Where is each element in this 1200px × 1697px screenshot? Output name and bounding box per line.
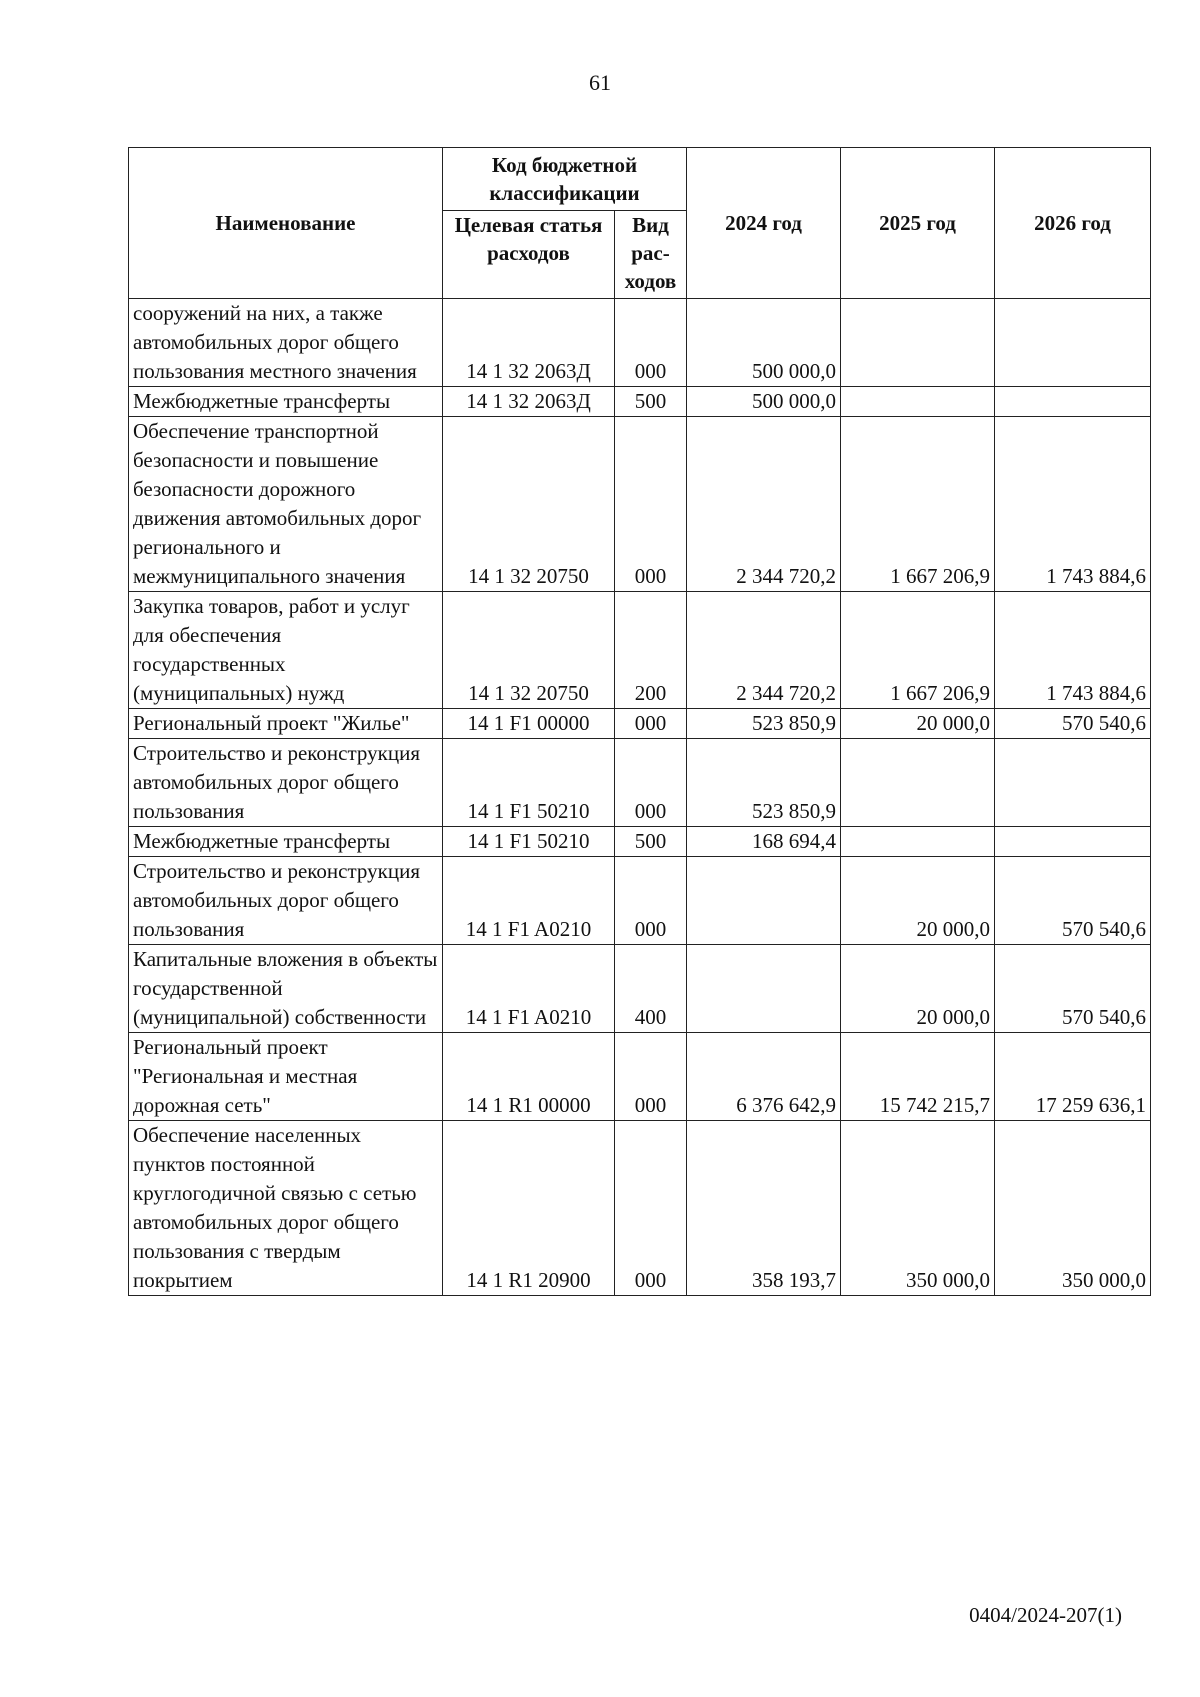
table-row bbox=[129, 417, 1151, 592]
row-target-code: 14 1 F1 50210 bbox=[443, 739, 615, 827]
row-target-code: 14 1 32 2063Д bbox=[443, 387, 615, 417]
row-amount-2026: 570 540,6 bbox=[995, 945, 1151, 1033]
row-name: Капитальные вложения в объекты государственной (муниципальной) собственности bbox=[129, 945, 443, 1033]
table-row bbox=[129, 827, 1151, 857]
row-amount-2026: 1 743 884,6 bbox=[995, 417, 1151, 592]
row-amount-2026 bbox=[995, 739, 1151, 827]
header-classification: Код бюджетной классификации bbox=[443, 148, 687, 211]
row-expense-kind: 000 bbox=[615, 1033, 687, 1121]
row-amount-2025: 20 000,0 bbox=[841, 945, 995, 1033]
row-amount-2026: 570 540,6 bbox=[995, 709, 1151, 739]
table-row bbox=[129, 739, 1151, 827]
row-name: Региональный проект "Региональная и местная дорожная сеть" bbox=[129, 1033, 443, 1121]
row-amount-2026: 17 259 636,1 bbox=[995, 1033, 1151, 1121]
row-target-code: 14 1 32 2063Д bbox=[443, 299, 615, 387]
row-amount-2025 bbox=[841, 827, 995, 857]
row-amount-2024: 2 344 720,2 bbox=[687, 592, 841, 709]
row-amount-2025: 1 667 206,9 bbox=[841, 417, 995, 592]
row-name: Строительство и реконструкция автомобильных дорог общего пользования bbox=[129, 739, 443, 827]
row-amount-2024: 168 694,4 bbox=[687, 827, 841, 857]
row-target-code: 14 1 R1 20900 bbox=[443, 1121, 615, 1296]
header-year-2024: 2024 год bbox=[687, 148, 841, 299]
row-amount-2025: 1 667 206,9 bbox=[841, 592, 995, 709]
row-target-code: 14 1 R1 00000 bbox=[443, 1033, 615, 1121]
row-amount-2024: 358 193,7 bbox=[687, 1121, 841, 1296]
page-number: 61 bbox=[589, 70, 611, 95]
row-amount-2024: 6 376 642,9 bbox=[687, 1033, 841, 1121]
row-amount-2025: 20 000,0 bbox=[841, 709, 995, 739]
row-name: Межбюджетные трансферты bbox=[129, 827, 443, 857]
row-name: Обеспечение транспортной безопасности и повышение безопасности дорожного движения автомобильных дорог регионального и межмуниципального значения bbox=[129, 417, 443, 592]
row-amount-2024 bbox=[687, 945, 841, 1033]
row-target-code: 14 1 F1 A0210 bbox=[443, 857, 615, 945]
row-amount-2026 bbox=[995, 827, 1151, 857]
row-amount-2024: 500 000,0 bbox=[687, 299, 841, 387]
row-expense-kind: 000 bbox=[615, 299, 687, 387]
row-amount-2024 bbox=[687, 857, 841, 945]
row-amount-2025 bbox=[841, 387, 995, 417]
row-expense-kind: 400 bbox=[615, 945, 687, 1033]
row-amount-2024: 523 850,9 bbox=[687, 739, 841, 827]
row-name: Закупка товаров, работ и услуг для обеспечения государственных (муниципальных) нужд bbox=[129, 592, 443, 709]
header-kind: Вид рас-ходов bbox=[615, 211, 687, 299]
row-target-code: 14 1 32 20750 bbox=[443, 592, 615, 709]
table-body bbox=[129, 299, 1151, 1296]
table-row bbox=[129, 945, 1151, 1033]
row-amount-2024: 523 850,9 bbox=[687, 709, 841, 739]
row-amount-2026 bbox=[995, 387, 1151, 417]
header-target: Целевая статья расходов bbox=[443, 211, 615, 299]
row-expense-kind: 000 bbox=[615, 709, 687, 739]
row-expense-kind: 000 bbox=[615, 417, 687, 592]
row-amount-2026: 350 000,0 bbox=[995, 1121, 1151, 1296]
row-amount-2024: 500 000,0 bbox=[687, 387, 841, 417]
row-amount-2024: 2 344 720,2 bbox=[687, 417, 841, 592]
row-expense-kind: 000 bbox=[615, 1121, 687, 1296]
row-amount-2025 bbox=[841, 739, 995, 827]
row-name: Межбюджетные трансферты bbox=[129, 387, 443, 417]
table-row bbox=[129, 709, 1151, 739]
document-code: 0404/2024-207(1) bbox=[969, 1603, 1122, 1627]
row-name: Обеспечение населенных пунктов постоянной круглогодичной связью с сетью автомобильных дорог общего пользования с твердым покрытием bbox=[129, 1121, 443, 1296]
row-target-code: 14 1 32 20750 bbox=[443, 417, 615, 592]
table-row bbox=[129, 1121, 1151, 1296]
row-amount-2026: 1 743 884,6 bbox=[995, 592, 1151, 709]
row-amount-2025: 350 000,0 bbox=[841, 1121, 995, 1296]
row-amount-2026 bbox=[995, 299, 1151, 387]
row-expense-kind: 500 bbox=[615, 387, 687, 417]
row-target-code: 14 1 F1 00000 bbox=[443, 709, 615, 739]
row-amount-2026: 570 540,6 bbox=[995, 857, 1151, 945]
table-row bbox=[129, 857, 1151, 945]
row-target-code: 14 1 F1 50210 bbox=[443, 827, 615, 857]
table-row bbox=[129, 592, 1151, 709]
row-amount-2025: 15 742 215,7 bbox=[841, 1033, 995, 1121]
header-year-2026: 2026 год bbox=[995, 148, 1151, 299]
row-expense-kind: 000 bbox=[615, 739, 687, 827]
row-name: сооружений на них, а также автомобильных дорог общего пользования местного значения bbox=[129, 299, 443, 387]
table-row bbox=[129, 387, 1151, 417]
table-row bbox=[129, 1033, 1151, 1121]
row-target-code: 14 1 F1 A0210 bbox=[443, 945, 615, 1033]
header-year-2025: 2025 год bbox=[841, 148, 995, 299]
budget-table bbox=[128, 147, 1151, 1296]
row-amount-2025 bbox=[841, 299, 995, 387]
row-expense-kind: 200 bbox=[615, 592, 687, 709]
row-expense-kind: 000 bbox=[615, 857, 687, 945]
row-expense-kind: 500 bbox=[615, 827, 687, 857]
header-name: Наименование bbox=[129, 148, 443, 299]
table-row bbox=[129, 299, 1151, 387]
row-name: Региональный проект "Жилье" bbox=[129, 709, 443, 739]
row-name: Строительство и реконструкция автомобильных дорог общего пользования bbox=[129, 857, 443, 945]
row-amount-2025: 20 000,0 bbox=[841, 857, 995, 945]
